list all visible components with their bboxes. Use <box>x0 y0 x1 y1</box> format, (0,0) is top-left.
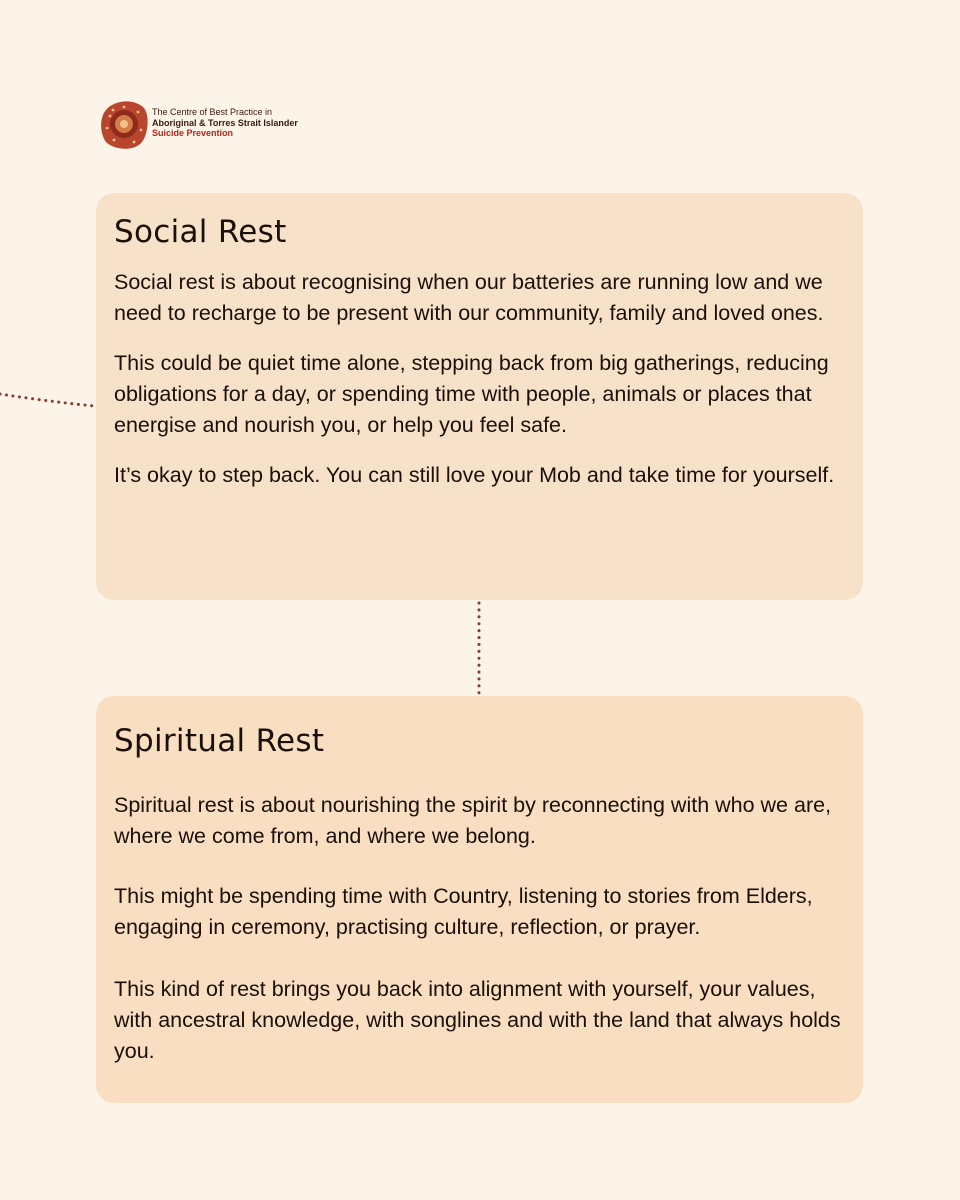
spiritual-rest-paragraph-1: Spiritual rest is about nourishing the spirit by reconnecting with who we are, where we come from, and where we belong. <box>114 793 832 848</box>
spiritual-rest-paragraph-3: This kind of rest brings you back into alignment with yourself, your values, with ancestral knowledge, with songlines and with the land that always holds you. <box>114 977 841 1063</box>
aboriginal-art-logo-icon <box>100 100 148 150</box>
logo-line-islander: Aboriginal & Torres Strait Islander <box>152 117 298 128</box>
social-rest-title: Social Rest <box>114 214 287 250</box>
organisation-logo <box>100 100 298 150</box>
spiritual-rest-paragraph-2: This might be spending time with Country, listening to stories from Elders, engaging in ceremony, practising culture, reflection, or prayer. <box>114 884 813 939</box>
social-rest-paragraph-3: It’s okay to step back. You can still love your Mob and take time for yourself. <box>114 463 835 487</box>
left-dotted-curve <box>0 394 94 406</box>
social-rest-paragraph-1: Social rest is about recognising when our batteries are running low and we need to recharge to be present with our community, family and loved ones. <box>114 270 824 325</box>
spiritual-rest-card <box>96 696 863 1103</box>
logo-line-suicide-prevention: Suicide Prevention <box>152 128 234 139</box>
logo-text <box>152 107 298 139</box>
social-rest-paragraph-2: This could be quiet time alone, stepping back from big gatherings, reducing obligations for a day, or spending time with people, animals or places that energise and nourish you, or help you feel safe. <box>114 351 829 437</box>
social-rest-card <box>96 193 863 600</box>
spiritual-rest-title: Spiritual Rest <box>114 723 325 759</box>
logo-line-centre: The Centre of Best Practice in <box>152 107 273 118</box>
